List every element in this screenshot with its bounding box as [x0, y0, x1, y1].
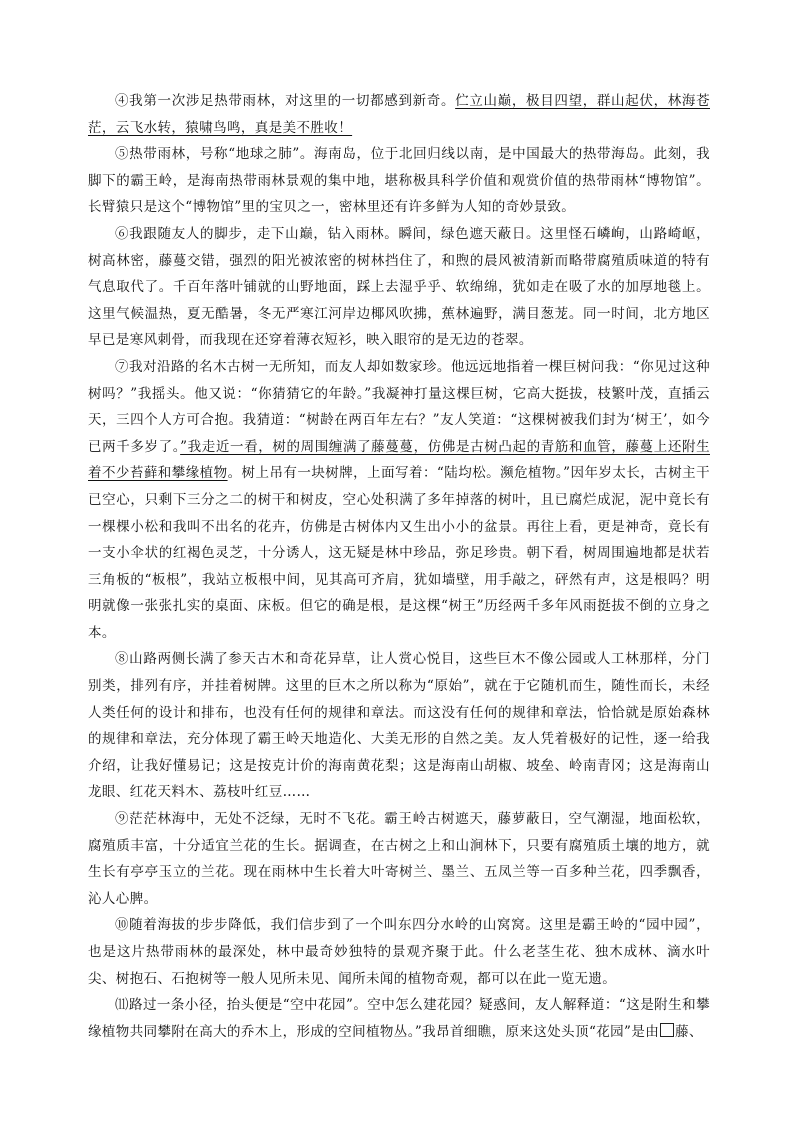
text-run: 。树上吊有一块树牌，上面写着：“陆均松。濒危植物。”因年岁太长，古树主干已空心，只剩下三分之二的树干和树皮，空心处积满了多年掉落的树叶，且已腐烂成泥，泥中竟长有一棵棵小松和我叫不出名的花卉，仿佛是古树体内又生出小小的盆景。再往上看，更是神奇，竟长有一支小伞状的红褐色灵芝，十分诱人，这无疑是林中珍品，弥足珍贵。朝下看，树周围遍地都是状若三角板的“板根”，我站立板根中间，见其高可齐肩，犹如墙壁，用手敲之，砰然有声，这是根吗？明明就像一张张扎实的桌面、床板。但它的确是根，是这棵“树王”历经两千多年风雨挺拔不倒的立身之本。: [88, 465, 711, 641]
paragraph: [88, 992, 710, 1045]
text-run: ⑾路过一条小径，抬头便是“空中花园”。空中怎么建花园？疑惑间，友人解释道：“这是附生和攀缘植物共同攀附在高大的乔木上，形成的空间植物丛。”我昂首细瞧，原来这处头顶“花园”是由: [88, 997, 710, 1040]
text-run: ⑩随着海拔的步步降低，我们信步到了一个叫东四分水岭的山窝窝。这里是霸王岭的“园中园”，也是这片热带雨林的最深处，林中最奇妙独特的景观齐聚于此。什么老茎生花、独木成林、滴水叶尖、树抱石、石抱树等一般人见所未见、闻所未闻的植物奇观，都可以在此一览无遗。: [88, 917, 710, 987]
paragraph: [88, 141, 710, 221]
paragraph: [88, 646, 710, 806]
paragraph: [88, 221, 710, 354]
paragraph: [88, 806, 710, 912]
underlined-sentence: 伫立山巅，极目四望，群山起伏，林海苍茫，云飞水转，猿啸鸟鸣，真是美不胜收！: [88, 93, 710, 136]
text-run: ⑧山路两侧长满了参天古木和奇花异草，让人赏心悦目，这些巨木不像公园或人工林那样，分门别类，排列有序，并挂着树牌。这里的巨木之所以称为“原始”，就在于它随机而生，随性而长，未经人类任何的设计和排布，也没有任何的规律和章法。而这没有任何的规律和章法，恰恰就是原始森林的规律和章法，充分体现了霸王岭天地造化、大美无形的自然之美。友人凭着极好的记性，逐一给我介绍，让我好懂易记；这是按克计价的海南黄花梨；这是海南山胡椒、坡垒、岭南青冈；这是海南山龙眼、红花天料木、荔枝叶红豆……: [88, 651, 710, 801]
text-run: ⑤热带雨林，号称“地球之肺”。海南岛，位于北回归线以南，是中国最大的热带海岛。此刻，我脚下的霸王岭，是海南热带雨林景观的集中地，堪称极具科学价值和观赏价值的热带雨林“博物馆”。长臂猿只是这个“博物馆”里的宝贝之一，密林里还有许多鲜为人知的奇妙景致。: [88, 146, 710, 216]
paragraph: [88, 354, 710, 647]
paragraph: [88, 912, 710, 992]
article-body: [88, 88, 710, 1045]
text-run: ⑨茫茫林海中，无处不泛绿，无时不飞花。霸王岭古树遮天，藤萝蔽日，空气潮湿，地面松软，腐殖质丰富，十分适宜兰花的生长。据调查，在古树之上和山涧林下，只要有腐殖质土壤的地方，就生长有亭亭玉立的兰花。现在雨林中生长着大叶寄树兰、墨兰、五凤兰等一百多种兰花，四季飘香，沁人心脾。: [88, 811, 710, 907]
blank-box: [660, 1023, 674, 1037]
text-run: ⑦我对沿路的名木古树一无所知，而友人却如数家珍。他远远地指着一棵巨树问我：“你见过这种树吗？”我摇头。他又说：“你猜猜它的年龄。”我凝神打量这棵巨树，它高大挺拔，枝繁叶茂，直插云天，三四个人方可合抱。我猜道：“树龄在两百年左右？”友人笑道：“这棵树被我们封为‘树王’，如今已两千多岁了。: [88, 358, 710, 455]
text-run: ④我第一次涉足热带雨林，对这里的一切都感到新奇。: [115, 93, 456, 109]
text-run: ⑥我跟随友人的脚步，走下山巅，钻入雨林。瞬间，绿色遮天蔽日。这里怪石嶙峋，山路崎岖，树高林密，藤蔓交错，强烈的阳光被浓密的树林挡住了，和煦的晨风被清新而略带腐殖质味道的特有气息取代了。千百年落叶铺就的山野地面，踩上去湿乎乎、软绵绵，犹如走在吸了水的加厚地毯上。这里气候温热，夏无酷暑，冬无严寒江河岸边椰风吹拂，蕉林遍野，满目葱茏。同一时间，北方地区早已是寒风刺骨，而我现在还穿着薄衣短衫，映入眼帘的是无边的苍翠。: [88, 225, 710, 349]
underlined-sentence: ”我走近一看，树的周围缠满了藤蔓蔓，仿佛是古树凸起的青筋和血管，藤蔓上还附生着不少苔藓和攀缘植物: [88, 438, 710, 482]
paragraph: [88, 88, 710, 141]
text-run: 藤、: [675, 1023, 703, 1040]
